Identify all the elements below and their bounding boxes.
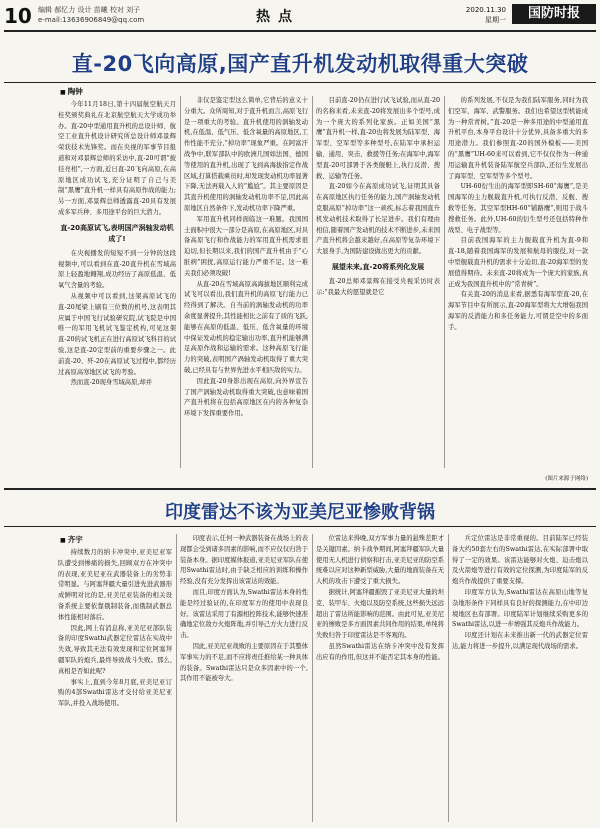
paragraph: 非仅是鉴定型这么简单,它背后的意义十分重大。众所周知,对于直升机而言,高原飞行是一项重大的考验。直升机使用的涡轴发动机,在低温、低气压、低含氧量的高原地区,工作性能不充分,“掉功率”现象严重。在阿富汗战争中,联军部队中的欧洲几国如法国、德国等使用的直升机,出现了飞到高海拔指定作战区域,打算搭载乘员时,却发现发动机功率显著下降,无法再载入人的“尴尬”。其主要原因是其直升机使用的涡轴发动机功率不足,因此高原地区自然条件下,发动机功率下降严重。 (184, 97, 308, 212)
article2-byline: ■ 齐宇 (60, 534, 83, 545)
paragraph: 印度表示,任何一种武器装备在战场上的表现都会受到诸多因素的影响,而不应仅仅归咎于装备本身。据印度媒体报道,亚美尼亚军队在使用Swathi雷达时,由于缺乏相应的训练和操作经验,没有充分发挥出该雷达的效能。 (180, 535, 308, 586)
page-number: 10 (4, 4, 32, 28)
column-divider (444, 96, 445, 468)
paragraph: 印度军方认为,Swathi雷达在高原山地等复杂地形条件下同样具有良好的探测能力,在中印边境地区也有部署。印度陆军计划继续采购更多的Swathi雷达,以进一步增强其反炮兵作战能力。 (452, 588, 588, 629)
paragraph: 从视频中可以看到,这架高原试飞的直-20尾梁上刷有三位数的机号,这表明其应属于中国飞行试验研究院,试飞院是中国唯一的军用飞机试飞鉴定机构,可见这架直-20的试飞机正在进行高原试飞科目的试验,这是直-20定型前的重要步骤之一。此前直-20、歼-20在高原试飞过程中,都经历过高原高寒地区试飞的考验。 (58, 292, 176, 376)
newspaper-logo: 国防时报 (512, 4, 596, 24)
paragraph: 印度还计划在未来推出新一代的武器定位雷达,能力将进一步提升,以满足现代战场的需求。 (452, 632, 588, 650)
editor-info (38, 5, 144, 25)
column-divider (180, 96, 181, 468)
section-label: 热点 (256, 9, 300, 25)
masthead-rule (4, 30, 596, 32)
paragraph: 持续数月的纳卡冲突中,亚美尼亚军队遭受到惨痛的损失,回顾双方在冲突中的表现,亚美尼亚在武器装备上的劣势非常明显。与阿塞拜疆大量引进先进武器形成鲜明对比的是,亚美尼亚装备的相关设备系统主要依靠俄制装备,而俄制武器总体性能相对落后。 (58, 549, 172, 621)
column-divider (176, 534, 177, 822)
paragraph: 直-20总师邓景辉在接受央视采访时表示:“我最大的愿望就是它 (316, 277, 440, 296)
weekday-text: 星期一 (485, 16, 506, 24)
article2-col4 (452, 534, 588, 822)
article1-col1 (58, 100, 176, 470)
article2-headline: 印度雷达不该为亚美尼亚惨败背锅 (165, 502, 435, 523)
article1-col2 (184, 96, 308, 470)
paragraph: UH-60衍生出的海军型即SH-60“海鹰”,是美国海军的主力舰载直升机,可执行反潜、反舰、搜救等任务。其空军型HH-60“铺路鹰”,则用于战斗搜救任务。此外,UH-60的衍生型号还包括特种作战型、电子战型等。 (448, 183, 588, 234)
paragraph: 因此,网上有消息称,亚美尼亚部队装备的印度Swathi武器定位雷达在实战中失效,导致其无法有效发现和定位阿塞拜疆军队的炮兵,最终导致战斗失败。那么,真相是否如此呢? (58, 624, 172, 675)
article1-headline: 直-20飞向高原,国产直升机发动机取得重大突破 (71, 52, 529, 76)
article1-col3 (316, 96, 440, 470)
issue-date (466, 5, 506, 25)
headline-rule (4, 82, 596, 83)
article2-col1 (58, 548, 172, 822)
paragraph: 事实上,直到今年8月底,亚美尼亚订购的4部Swathi雷达才交付给亚美尼亚军队,并投入战场使用。 (58, 678, 172, 708)
column-divider (312, 534, 313, 822)
article1-col4 (448, 96, 588, 470)
paragraph: 然而直-20现身雪域高原,却并 (70, 379, 153, 387)
editor-line: 编辑 郝忆力 设计 苗曦 校对 刘子 (38, 6, 141, 14)
column-divider (448, 534, 449, 822)
article2-col2 (180, 534, 308, 822)
paragraph: 虽然Swathi雷达在纳卡冲突中没有发挥出应有的作用,但这并不能否定其本身的性能。 (316, 642, 444, 661)
paragraph: 位雷达来得晚,双方军事力量的悬殊差距才是关键因素。纳卡战争期间,阿塞拜疆军队大量使用无人机进行侦察和打击,亚美尼亚的防空系统难以应对这种新型威胁,大量的地面装备在无人机的攻击下遭受了重大损失。 (316, 535, 444, 586)
paragraph: 兵定位雷达是非常重视的。目前陆军已经装备大约50套左右的Swathi雷达,在实际部署中取得了一定的效果。该雷达能够对火炮、迫击炮以及火箭炮等进行有效的定位探测,为印度陆军的反炮兵作战提供了重要支撑。 (452, 535, 588, 586)
article-separator (4, 488, 596, 490)
masthead (0, 0, 600, 30)
headline2-rule (4, 526, 596, 527)
paragraph: 的系列发展,不仅是为我们陆军服务,同时为我们空军、海军、武警服务。我们也希望这型机能成为一种常青树。”直-20是一种多用途的中型通用直升机平台,本身平台设计十分优异,具备多重大的多用途潜力。我们参照直-20的国外模板——美国的“黑鹰”UH-60来可以看到,它不仅仅作为一种通用运输直升机装备陆军航空兵部队,还衍生发展出了海军型、空军型等多个型号。 (448, 97, 588, 180)
paragraph: 今年11月18日,第十四届航空航天月桂奖颁奖典礼在北京航空航天大学成功举办。直-20中型通用直升机的总设计师、航空工业直升机设计研究所总设计师邓景辉荣获技术先锋奖。而在央视的军事节目报道和对邓景辉总师的采访中,直-20可谓“披挂亮相”,一方面,近日直-20飞向高原,在高原地区成功试飞,充分证明了自己与美制“黑鹰”直升机一样具有高原作战的能力;另一方面,邓景辉总师透露直-20具有发展成多军兵种、多用途平台的巨大潜力。 (58, 101, 176, 216)
paragraph: 据统计,阿塞拜疆摧毁了亚美尼亚大量的坦克、装甲车、火炮以及防空系统,这些损失远远超出了雷达所能影响的范围。由此可见,亚美尼亚的惨败是多方面因素共同作用的结果,单纯将失败归咎于印度雷达是不客观的。 (316, 588, 444, 640)
article1-subhead2: 展望未来,直-20将系列化发展 (331, 262, 425, 271)
paragraph: 目前我国海军的主力舰载直升机为直-9和直-18,随着我国海军的发展和航母的服役,对一款中型舰载直升机的需求十分迫切,直-20海军型的发展值得期待。未来直-20将成为一个庞大的家族,真正成为我国直升机中的“常青树”。 (448, 237, 588, 288)
article1-byline: ■ 陶钟 (60, 86, 83, 97)
paragraph: 直-20如今在高原成功试飞,证明其具备在高原地区执行任务的能力,国产涡轴发动机克服高原“掉功率”这一顽疾,标志着我国直升机发动机技术取得了长足进步。我们有理由相信,随着国产发动机的技术不断进步,未来国产直升机将会越来越好,在高原等复杂环境下大显身手,为国防建设做出更大的贡献。 (316, 183, 440, 256)
article2-col3 (316, 534, 444, 822)
paragraph: 在央视播发的短短不到一分钟的这段视频中,可以看到在直-20直升机在雪域高原上轻盈地翱翔,成功经历了高原低温、低氧气含量的考验。 (58, 249, 176, 290)
email-line: e-mail:13636906849@qq.com (38, 16, 145, 24)
paragraph: 因此,亚美尼亚战败的主要原因在于其整体军事实力的不足,而不应将责任推给某一种具体的装备。Swathi雷达只是众多因素中的一个,其作用不能被夸大。 (180, 642, 308, 683)
paragraph: 目前直-20仍在进行试飞试验,而从直-20的名称来看,未来直-20将发展出多个型号,成为一个庞大的系列化家族。正如美国“黑鹰”直升机一样,直-20也将发展为陆军型、海军型、空军型等多种型号,在陆军中承担运输、通用、突击、救援等任务;在海军中,海军型直-20可部署于各类舰艇上,执行反潜、搜救、运输等任务。 (316, 97, 440, 180)
paragraph: 军用直升机同样面临这一难题。我国国土面积中很大一部分是高原,在高原地区,对具备高原飞行和作战能力的军用直升机需求很迫切,但长期以来,我们的国产直升机由于“心脏病”困扰,高原运行能力严重不足。这一难关我们必须攻破! (184, 215, 308, 277)
paragraph: 因此直-20身影出现在高原,向外界宣告了国产涡轴发动机取得重大突破,也意味着国产直升机将在包括高原地区在内的各种复杂环境下发挥重要作用。 (184, 377, 308, 418)
image-credit: (图片来源于网络) (545, 476, 588, 482)
date-text: 2020.11.30 (465, 6, 506, 14)
column-divider (312, 96, 313, 468)
article1-subhead1: 直-20高原试飞,表明国产涡轴发动机成了! (60, 223, 174, 243)
paragraph: 而且,印度方面认为,Swathi雷达本身的性能是经过验证的,在印度军方的使用中表现良好。该雷达采用了有源相控阵技术,能够快速准确地定位敌方火炮阵地,并引导己方火力进行反击。 (180, 588, 308, 640)
paragraph: 从直-20在雪域高原高海拔地区顺利完成试飞可以看出,我们直升机的高原飞行能力已经得到了解决。自当前的涡轴发动机的功率余度显著提升,其性能相比之前有了质的飞跃,能够在高原的低温、低压、低含氧量的环境中保证发动机的稳定输出功率,直升机能够满足高原作战和运输的需求。这种高原飞行能力的突破,表明国产涡轴发动机取得了重大突破,已经具有与世界先进水平相匹敌的实力。 (184, 280, 308, 374)
paragraph: 有关直-20的消息来看,据悉有海军型直-20,在海军节目中有所展示,直-20海军型将大大增强我国海军的反潜能力和多任务能力,可谓是空中的多面手。 (448, 291, 588, 331)
